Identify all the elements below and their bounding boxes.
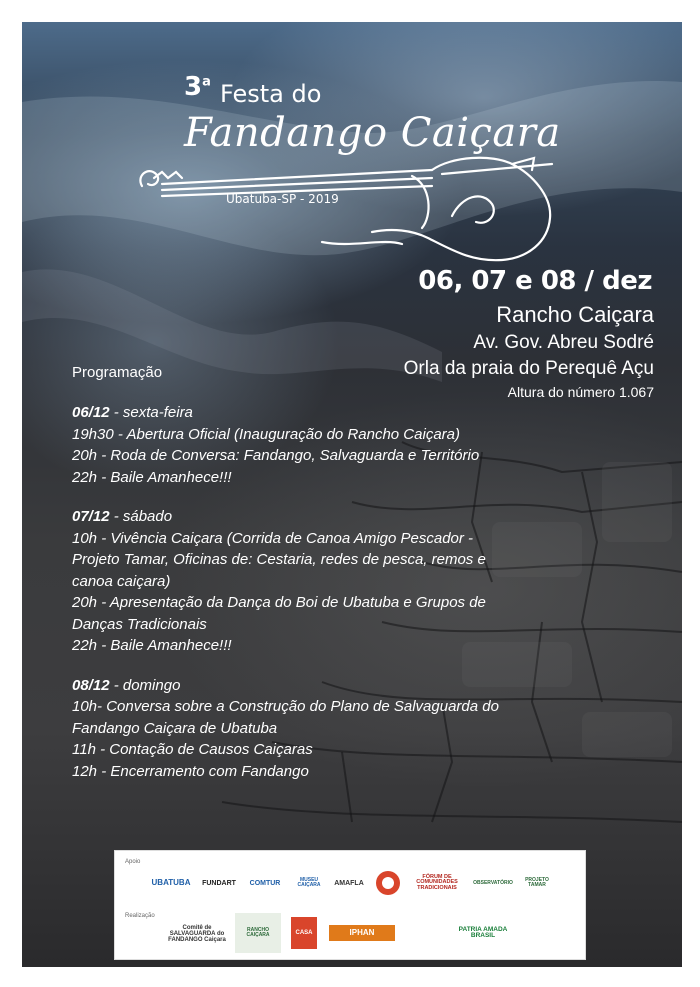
address-line-1: Av. Gov. Abreu Sodré [473,332,654,353]
program-schedule [72,402,512,800]
casa-logo: CASA [291,917,317,949]
forum-comunidades-logo: FÓRUM DE COMUNIDADES TRADICIONAIS [416,873,458,891]
comite-salvaguarda-logo: Comitê de SALVAGUARDA do FANDANGO Caiçara [168,925,226,943]
program-item: 20h - Apresentação da Dança do Boi de Ubatuba e Grupos de Danças Tradicionais [72,594,486,633]
program-item: 10h - Vivência Caiçara (Corrida de Canoa Amigo Pescador - Projeto Tamar, Oficinas de: Cestaria, redes de pesca, remos e canoa caiçara) [72,529,486,590]
comtur-logo: COMTUR [249,879,281,887]
program-item: 22h - Baile Amanhece!!! [72,468,232,486]
program-day [72,506,512,657]
event-name: Fandango Caiçara [184,110,561,156]
city-year: Ubatuba-SP - 2019 [226,192,339,206]
address-line-2: Orla da praia do Perequê Açu [403,358,654,379]
amafla-logo: AMAFLA [334,879,364,887]
museu-caicara-logo: MUSEU CAIÇARA [297,877,321,888]
fundart-logo: FUNDART [202,879,236,887]
festa-label: Festa do [220,80,322,108]
program-item: 10h- Conversa sobre a Construção do Plano de Salvaguarda do Fandango Caiçara de Ubatuba [72,698,499,737]
patria-amada-brasil-logo: PATRIA AMADA BRASIL [458,925,508,939]
event-dates: 06, 07 e 08 / dez [418,266,652,296]
program-title: Programação [72,364,163,381]
event-poster [22,22,682,967]
red-circle-logo [373,867,403,899]
program-item: 19h30 - Abertura Oficial (Inauguração do Rancho Caiçara) [72,425,460,443]
iphan-logo: IPHAN [329,925,395,941]
program-item: 12h - Encerramento com Fandango [72,762,309,780]
projeto-tamar-logo: PROJETO TAMAR [525,877,549,888]
observatorio-logo: OBSERVATÓRIO [473,879,513,886]
day-heading: 08/12 - domingo [72,676,181,694]
program-item: 11h - Contação de Causos Caiçaras [72,741,313,758]
sponsors-panel [114,850,586,960]
program-item: 20h - Roda de Conversa: Fandango, Salvaguarda e Território [72,447,480,464]
rancho-caicara-logo: RANCHO CAIÇARA [235,913,281,953]
address-line-3: Altura do número 1.067 [507,384,654,400]
edition-number: 3$^a$ [184,72,211,102]
program-day [72,402,512,488]
day-heading: 07/12 - sábado [72,508,173,525]
ubatuba-logo: UBATUBA [151,878,191,887]
apoio-label: Apoio [125,859,141,865]
venue-name: Rancho Caiçara [496,302,654,327]
realizacao-label: Realização [125,913,155,919]
day-heading: 06/12 - sexta-feira [72,404,193,421]
program-day [72,675,512,783]
program-item: 22h - Baile Amanhece!!! [72,637,232,654]
event-title-block [132,46,592,276]
rabeca-violin-logo [132,156,572,266]
